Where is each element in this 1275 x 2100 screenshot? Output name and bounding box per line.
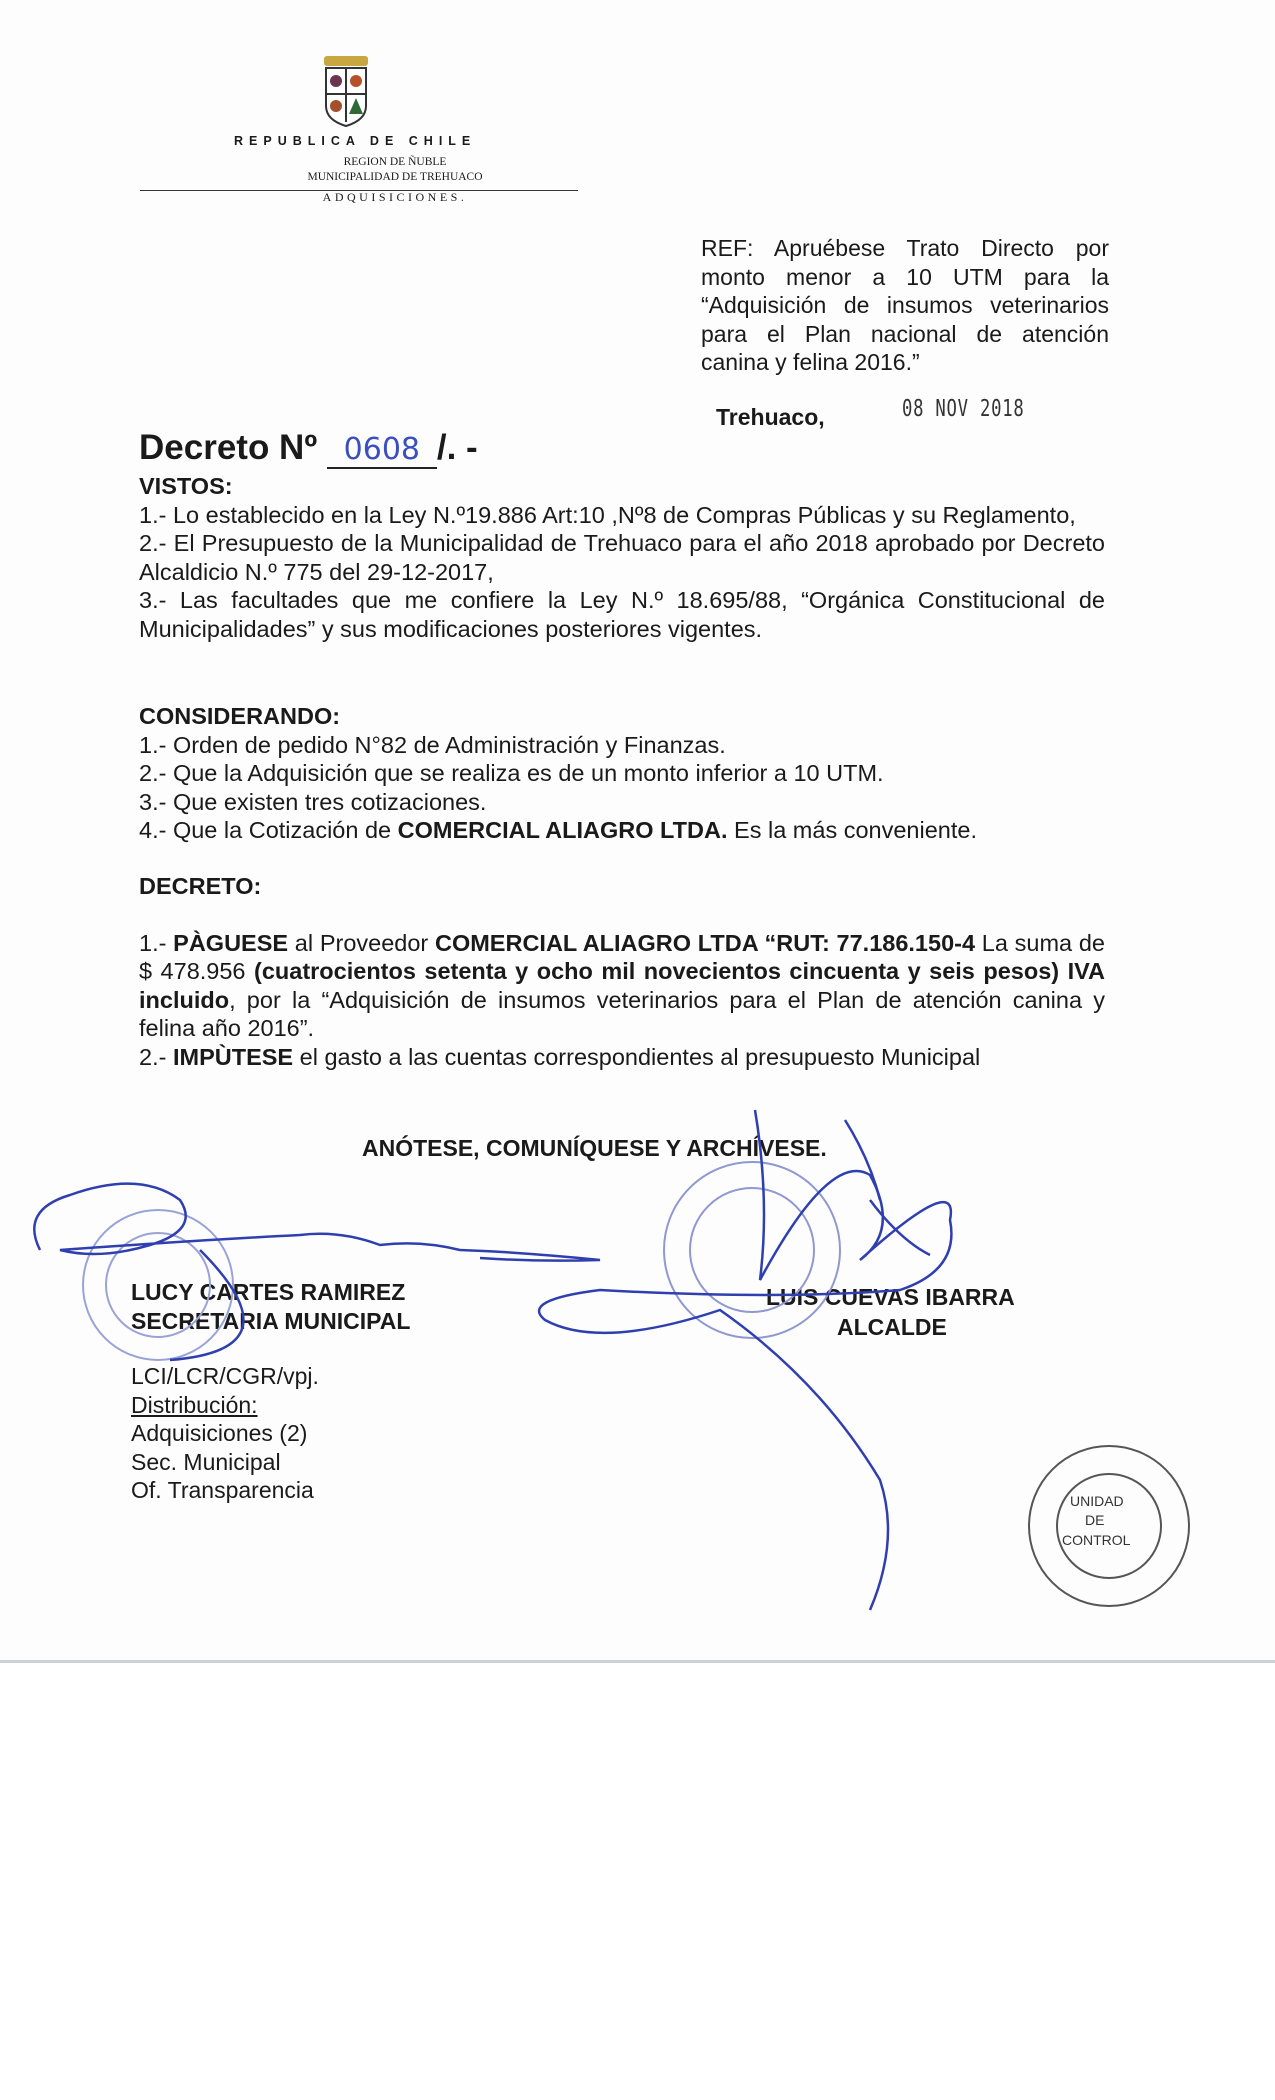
alcaldia-stamp — [664, 1162, 840, 1338]
distribution-item: Of. Transparencia — [131, 1477, 314, 1503]
municipality-header: MUNICIPALIDAD DE TREHUACO — [307, 171, 483, 183]
amount: La suma de $ 478.956 — [139, 929, 1105, 984]
place-label: Trehuaco, — [716, 404, 825, 430]
text: al Proveedor — [288, 929, 435, 956]
closing-formula: ANÓTESE, COMUNÍQUESE Y ARCHÍVESE. — [362, 1135, 827, 1161]
date-stamp: 08 NOV 2018 — [902, 396, 1025, 422]
considerando-item: 2.- Que la Adquisición que se realiza es de un monto inferior a 10 UTM. — [139, 760, 884, 786]
considerando-title: CONSIDERANDO: — [139, 703, 341, 729]
signatory-role-right: ALCALDE — [837, 1314, 947, 1340]
decreto-title: DECRETO: — [139, 873, 262, 899]
vistos-item: 3.- Las facultades que me confiere la Ley N.º 18.695/88, “Orgánica Constitucional de Municipalidades” y sus modificaciones posteriores vigentes. — [139, 587, 1105, 642]
text: el gasto a las cuentas correspondientes al presupuesto Municipal — [293, 1043, 981, 1070]
considerando-item: 1.- Orden de pedido N°82 de Administración y Finanzas. — [139, 731, 726, 758]
text: 1.- — [139, 929, 174, 956]
handwritten-signatures — [34, 1110, 951, 1610]
decree-label: Decreto Nº — [139, 428, 318, 467]
decree-suffix: /. - — [436, 428, 478, 467]
region-header: REGION DE ÑUBLE — [343, 156, 447, 168]
initials: LCI/LCR/CGR/vpj. — [131, 1363, 319, 1389]
signatory-name-right: LUIS CUEVAS IBARRA — [766, 1284, 1015, 1310]
supplier-rut: COMERCIAL ALIAGRO LTDA “RUT: 77.186.150-4 — [434, 929, 976, 956]
amount-words: (cuatrocientos setenta y ocho mil novecientos cincuenta y seis pesos) IVA incluido — [139, 958, 1106, 1013]
vistos-item: 2.- El Presupuesto de la Municipalidad de Trehuaco para el año 2018 aprobado por Decreto Alcaldicio N.º 775 del 29-12-2017, — [139, 530, 1105, 585]
signatory-role: SECRETARIA MUNICIPAL — [131, 1308, 411, 1334]
control-stamp — [1029, 1446, 1189, 1606]
considerando-item: 3.- Que existen tres cotizaciones. — [139, 788, 487, 815]
department-header: ADQUISICIONES. — [322, 190, 468, 204]
control-stamp-text: UNIDAD — [1070, 1493, 1124, 1509]
signatory-name: LUCY CARTES RAMIREZ — [131, 1279, 406, 1305]
control-stamp-text: DE — [1085, 1512, 1105, 1528]
distribution-item: Adquisiciones (2) — [131, 1420, 308, 1446]
decree-number: 0608 — [327, 432, 437, 469]
text: Es la más conveniente. — [727, 817, 977, 843]
text: , por la “Adquisición de insumos veterinarios para el Plan de atención canina y felina año 2016”. — [139, 986, 1105, 1041]
distribution-item: Sec. Municipal — [131, 1448, 281, 1475]
vistos-title: VISTOS: — [139, 473, 233, 499]
reference-text: REF: Apruébese Trato Directo por monto menor a 10 UTM para la “Adquisición de insumos veterinarios para el Plan nacional de atención canina y felina 2016.” — [701, 235, 1109, 375]
text: 2.- — [139, 1043, 173, 1070]
distribution-title: Distribución: — [131, 1391, 258, 1418]
text: PÀGUESE — [173, 929, 289, 956]
country-header: REPUBLICA DE CHILE — [234, 134, 477, 148]
control-stamp-text: CONTROL — [1062, 1532, 1131, 1548]
text: IMPÙTESE — [172, 1043, 294, 1070]
text: 4.- Que la Cotización de — [139, 817, 398, 843]
supplier-name: COMERCIAL ALIAGRO LTDA. — [397, 817, 728, 843]
secretaria-stamp — [83, 1210, 233, 1360]
vistos-item: 1.- Lo establecido en la Ley N.º19.886 Art:10 ,Nº8 de Compras Públicas y su Reglamento, — [139, 501, 1076, 528]
